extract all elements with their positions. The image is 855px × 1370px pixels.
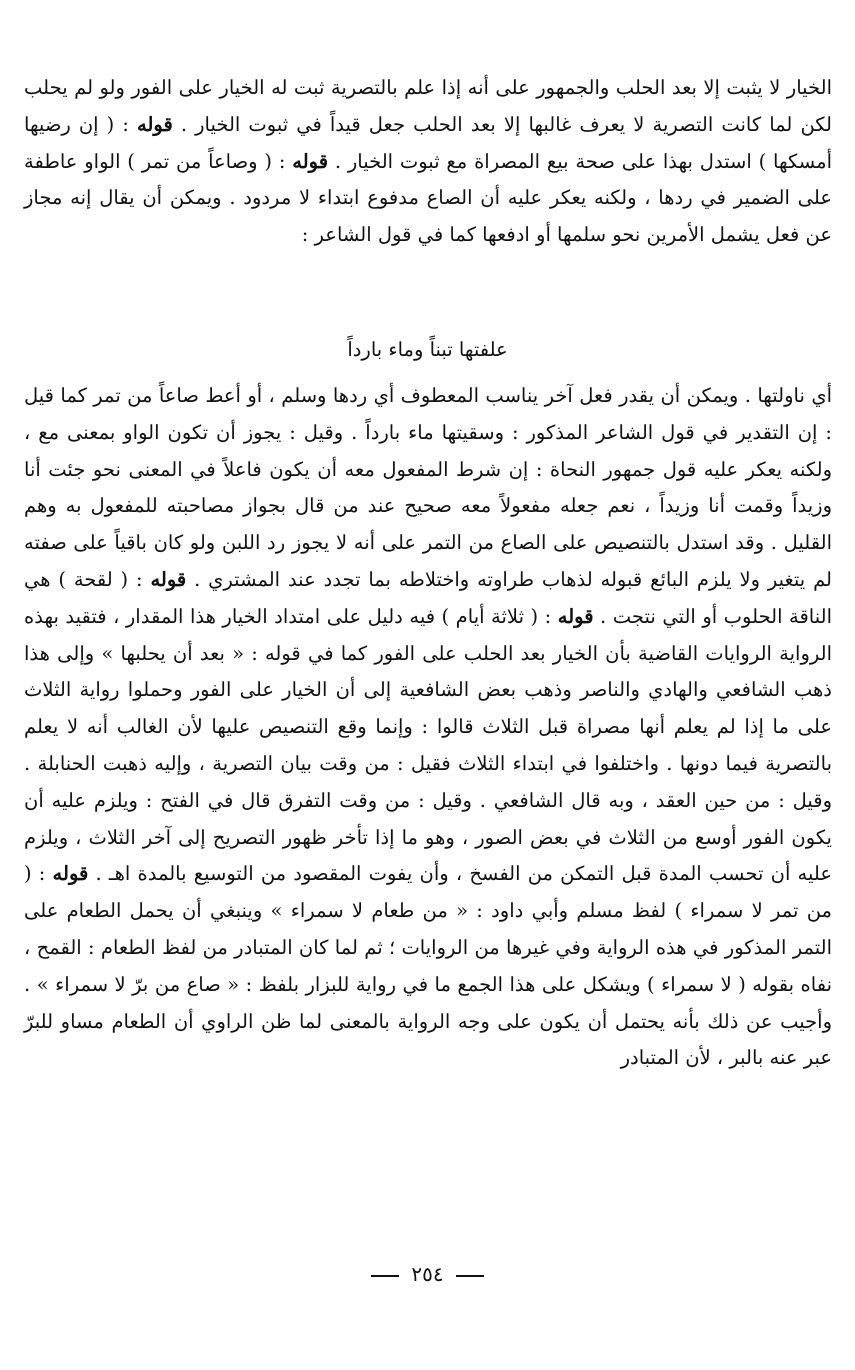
keyword-qawluh: قوله [52,862,89,886]
text-run: : ( من تمر لا سمراء ) لفظ مسلم وأبي داود : « من طعام لا سمراء » وينبغي أن يحمل الطعام على التمر المذكور في هذه الرواية وفي غيرها من الروايات ؛ ثم لما كان المتبادر من لفظ الطعام : القمح ، نفاه بقوله ( لا سمراء ) ويشكل على هذا الجمع ما في رواية للبزار بلفظ : « صاع من برّ لا سمراء » . وأجيب عن ذلك بأنه يحتمل أن يكون على وجه الرواية بالمعنى لما ظن الراوي أن الطعام مساو للبرّ عبر عنه بالبر ، لأن المتبادر [24,862,832,1070]
keyword-qawluh: قوله [557,604,594,628]
text-run: : ( إن رضيها أمسكها ) استدل بهذا على صحة بيع المصراة مع ثبوت الخيار . [24,112,833,173]
page-footer [0,1262,855,1286]
text-run: : ( لقحة ) هي الناقة الحلوب أو التي نتجت . [24,567,832,628]
verse-text: علفتها تبناً وماء بارداً [347,338,508,361]
text-run: : ( ثلاثة أيام ) فيه دليل على امتداد الخيار هذا المقدار ، فتقيد بهذه الرواية الروايات القاضية بأن الخيار بعد الحلب على الفور كما في قوله : « بعد أن يحلبها » وإلى هذا ذهب الشافعي والهادي والناصر وذهب بعض الشافعية إلى أن الخيار على الفور وحملوا رواية الثلاث على ما إذا لم يعلم أنها مصراة قبل الثلاث قالوا : وإنما وقع التنصيص عليها لأن الغالب أنه لا يعلم بالتصرية فيما دونها . واختلفوا في ابتداء الثلاث فقيل : من وقت بيان التصرية ، وإليه ذهبت الحنابلة . وقيل : من حين العقد ، وبه قال الشافعي . وقيل : من وقت التفرق قال في الفتح : ويلزم عليه أن يكون الفور أوسع من الثلاث في بعض الصور ، وهو ما إذا تأخر ظهور التصريح إلى آخر الثلاث ، ويلزم عليه أن تحسب المدة قبل التمكن من الفسخ ، وأن يفوت المقصود من التوسيع بالمدة اهـ . [24,604,832,886]
text-run: الخيار لا يثبت إلا بعد الحلب والجمهور على أنه إذا علم بالتصرية ثبت له الخيار على الفور ولو لم يحلب لكن لما كانت التصرية لا يعرف غالبها إلا بعد الحلب جعل قيداً في ثبوت الخيار . [24,76,832,136]
body-paragraph-2 [24,378,832,1077]
poetry-verse [0,332,855,368]
keyword-qawluh: قوله [137,112,173,136]
text-run: أي ناولتها . ويمكن أن يقدر فعل آخر يناسب المعطوف أي ردها وسلم ، أو أعط صاعاً من تمر كما قيل : إن التقدير في قول الشاعر المذكور : وسقيتها ماء بارداً . وقيل : يجوز أن تكون الواو بمعنى مع ، ولكنه يعكر عليه قول جمهور النحاة : إن شرط المفعول معه أن يكون فاعلاً في المعنى نحو جئت أنا وزيداً وقمت أنا وزيداً ، نعم جعله مفعولاً معه صحيح عند من قال بجواز مصاحبته للمفعول به وهم القليل . وقد استدل بالتنصيص على الصاع من التمر على أنه لا يجوز رد اللبن ولو كان باقياً على صفته لم يتغير ولا يلزم البائع قبوله لذهاب طراوته واختلاطه بما تجدد عند المشتري . [24,384,833,591]
body-paragraph-1 [24,70,832,254]
page-number: ٢٥٤ [411,1262,444,1286]
keyword-qawluh: قوله [292,149,329,173]
text-run: : ( وصاعاً من تمر ) الواو عاطفة على الضمير في ردها ، ولكنه يعكر عليه أن الصاع مدفوع ابتداء لا مردود . ويمكن أن يقال إنه مجاز عن فعل يشمل الأمرين نحو سلمها أو ادفعها كما في قول الشاعر : [24,149,832,247]
footer-dash [456,1275,484,1277]
footer-dash [371,1275,399,1277]
keyword-qawluh: قوله [150,567,187,591]
